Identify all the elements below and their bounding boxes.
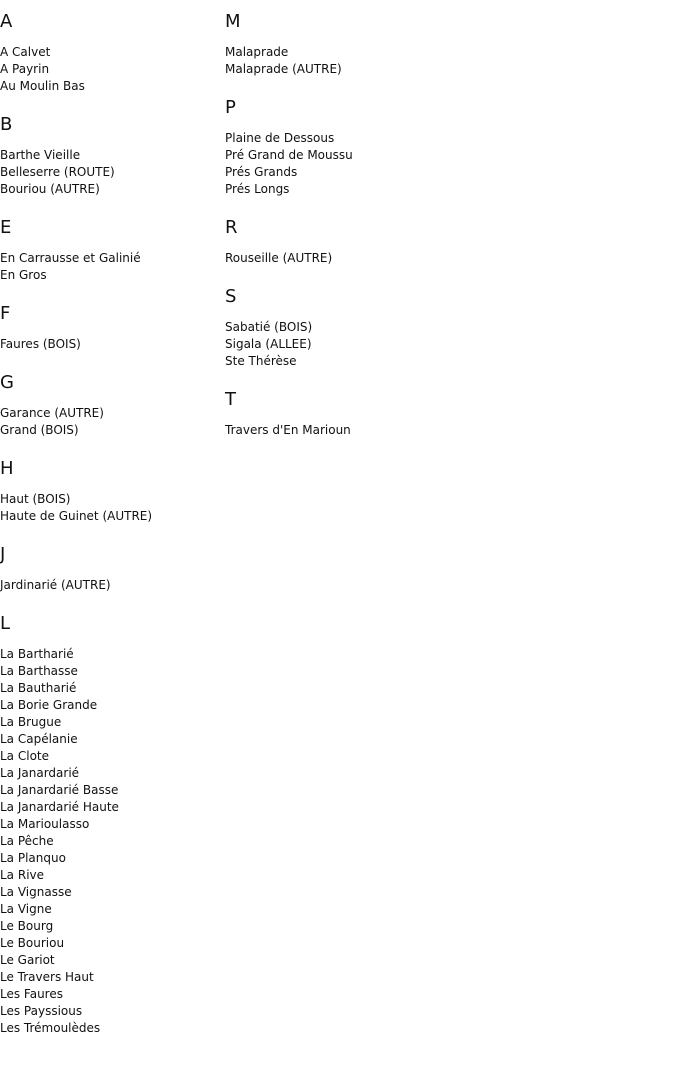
section-a — [0, 10, 220, 95]
right-column — [225, 0, 455, 457]
street-list-item — [225, 250, 455, 267]
street-list-item — [0, 422, 220, 439]
street-list-item — [225, 147, 455, 164]
street-list-item — [0, 799, 220, 816]
section-letter-heading: E — [0, 217, 12, 238]
section-s — [225, 285, 455, 370]
street-list-item — [0, 901, 220, 918]
section-letter-heading: A — [0, 11, 13, 32]
street-list-item — [225, 44, 455, 61]
street-link[interactable]: Travers d'En Marioun — [225, 423, 351, 437]
section-r — [225, 216, 455, 267]
street-link[interactable]: Les Trémoulèdes — [0, 1021, 101, 1035]
section-letter-heading: B — [0, 114, 13, 135]
section-f — [0, 302, 220, 353]
street-list-item — [0, 816, 220, 833]
street-link[interactable]: A Payrin — [0, 62, 50, 76]
street-link[interactable]: Barthe Vieille — [0, 148, 81, 162]
street-list-item — [0, 405, 220, 422]
street-list-item — [0, 918, 220, 935]
street-link[interactable]: La Borie Grande — [0, 698, 98, 712]
section-j — [0, 543, 220, 594]
street-list-item — [225, 336, 455, 353]
street-link[interactable]: Sabatié (BOIS) — [225, 320, 313, 334]
street-link[interactable]: En Gros — [0, 268, 47, 282]
street-list-item — [0, 164, 220, 181]
street-list-item — [0, 731, 220, 748]
street-list-item — [0, 748, 220, 765]
street-link[interactable]: La Pêche — [0, 834, 54, 848]
street-link[interactable]: Ste Thérèse — [225, 354, 297, 368]
street-list-item — [0, 491, 220, 508]
street-link[interactable]: En Carrausse et Galinié — [0, 251, 141, 265]
street-link[interactable]: Prés Grands — [225, 165, 298, 179]
street-link[interactable]: La Janardarié Basse — [0, 783, 119, 797]
street-link[interactable]: La Clote — [0, 749, 49, 763]
section-g — [0, 371, 220, 439]
street-link[interactable]: Les Faures — [0, 987, 63, 1001]
street-link[interactable]: Rouseille (AUTRE) — [225, 251, 333, 265]
street-link[interactable]: Au Moulin Bas — [0, 79, 85, 93]
section-letter-heading: M — [225, 11, 241, 32]
street-list — [0, 646, 220, 1037]
street-link[interactable]: Plaine de Dessous — [225, 131, 335, 145]
street-list-item — [0, 850, 220, 867]
street-list-item — [0, 78, 220, 95]
street-list-item — [225, 130, 455, 147]
section-p — [225, 96, 455, 198]
street-list-item — [0, 833, 220, 850]
street-list-item — [0, 935, 220, 952]
street-list — [0, 250, 220, 284]
street-list-item — [225, 319, 455, 336]
street-link[interactable]: La Capélanie — [0, 732, 78, 746]
street-list-item — [0, 663, 220, 680]
street-list-item — [225, 61, 455, 78]
street-link[interactable]: La Bartharié — [0, 647, 74, 661]
street-link[interactable]: La Janardarié Haute — [0, 800, 119, 814]
street-list-item — [0, 1020, 220, 1037]
left-column — [0, 0, 220, 1055]
section-b — [0, 113, 220, 198]
street-list-item — [225, 422, 455, 439]
street-link[interactable]: La Vigne — [0, 902, 52, 916]
street-list-item — [0, 986, 220, 1003]
section-letter-heading: S — [225, 286, 237, 307]
street-link[interactable]: Faures (BOIS) — [0, 337, 81, 351]
street-list-item — [0, 646, 220, 663]
street-link[interactable]: La Bautharié — [0, 681, 77, 695]
street-list — [225, 422, 455, 439]
street-list-item — [0, 267, 220, 284]
street-list-item — [0, 250, 220, 267]
street-link[interactable]: La Rive — [0, 868, 45, 882]
street-list-item — [225, 164, 455, 181]
section-letter-heading: L — [0, 613, 11, 634]
street-link[interactable]: Haute de Guinet (AUTRE) — [0, 509, 153, 523]
street-link[interactable]: Prés Longs — [225, 182, 290, 196]
street-link[interactable]: La Marioulasso — [0, 817, 90, 831]
section-l — [0, 612, 220, 1037]
street-list-item — [0, 61, 220, 78]
street-link[interactable]: Pré Grand de Moussu — [225, 148, 353, 162]
street-list-item — [0, 181, 220, 198]
street-link[interactable]: La Barthasse — [0, 664, 78, 678]
section-m — [225, 10, 455, 78]
street-link[interactable]: La Planquo — [0, 851, 66, 865]
street-link[interactable]: Belleserre (ROUTE) — [0, 165, 115, 179]
street-list — [225, 44, 455, 78]
section-letter-heading: R — [225, 217, 238, 238]
street-list-item — [0, 969, 220, 986]
street-link[interactable]: Sigala (ALLEE) — [225, 337, 312, 351]
street-link[interactable]: Le Gariot — [0, 953, 55, 967]
street-list-item — [0, 697, 220, 714]
street-list — [225, 130, 455, 198]
street-list-item — [0, 680, 220, 697]
section-letter-heading: T — [225, 389, 236, 410]
street-link[interactable]: Les Payssious — [0, 1004, 83, 1018]
street-list-item — [0, 884, 220, 901]
street-list-item — [225, 353, 455, 370]
street-link[interactable]: La Janardarié — [0, 766, 80, 780]
street-link[interactable]: Jardinarié (AUTRE) — [0, 578, 111, 592]
street-list — [0, 491, 220, 525]
street-list-item — [0, 508, 220, 525]
street-list-item — [0, 714, 220, 731]
street-list-item — [0, 1003, 220, 1020]
street-list — [225, 250, 455, 267]
street-list — [0, 44, 220, 95]
street-list — [0, 147, 220, 198]
street-link[interactable]: Bouriou (AUTRE) — [0, 182, 100, 196]
section-letter-heading: F — [0, 303, 11, 324]
section-t — [225, 388, 455, 439]
street-link[interactable]: A Calvet — [0, 45, 51, 59]
street-list-item — [225, 181, 455, 198]
street-list-item — [0, 952, 220, 969]
street-list-item — [0, 782, 220, 799]
street-link[interactable]: Le Travers Haut — [0, 970, 94, 984]
street-list-item — [0, 44, 220, 61]
street-list-item — [0, 336, 220, 353]
street-link[interactable]: Grand (BOIS) — [0, 423, 79, 437]
section-e — [0, 216, 220, 284]
section-h — [0, 457, 220, 525]
street-link[interactable]: Haut (BOIS) — [0, 492, 71, 506]
street-list-item — [0, 147, 220, 164]
section-letter-heading: P — [225, 97, 236, 118]
street-list-item — [0, 577, 220, 594]
street-link[interactable]: Malaprade — [225, 45, 289, 59]
street-link[interactable]: La Vignasse — [0, 885, 72, 899]
street-list-item — [0, 867, 220, 884]
street-list — [0, 405, 220, 439]
street-list — [0, 577, 220, 594]
street-list — [225, 319, 455, 370]
section-letter-heading: G — [0, 372, 14, 393]
section-letter-heading: H — [0, 458, 14, 479]
street-list-item — [0, 765, 220, 782]
street-link[interactable]: La Brugue — [0, 715, 62, 729]
street-link[interactable]: Le Bourg — [0, 919, 54, 933]
street-link[interactable]: Malaprade (AUTRE) — [225, 62, 342, 76]
street-link[interactable]: Garance (AUTRE) — [0, 406, 104, 420]
street-link[interactable]: Le Bouriou — [0, 936, 65, 950]
section-letter-heading: J — [0, 544, 6, 565]
street-list — [0, 336, 220, 353]
